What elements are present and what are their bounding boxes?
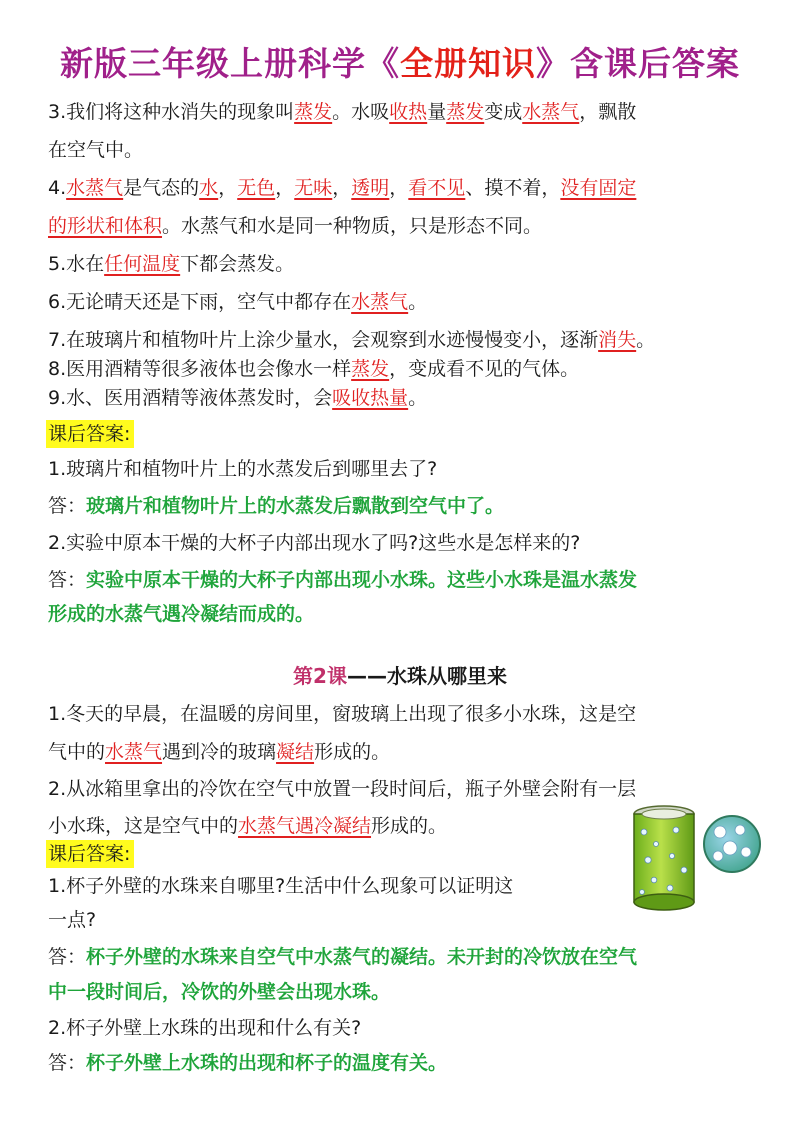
knowledge-point-line: [48, 386, 427, 410]
knowledge-point-line: [48, 176, 636, 200]
key-term: 无味: [294, 177, 333, 199]
answer-2: 答：实验中原本干燥的大杯子内部出现小水珠。这些小水珠是温水蒸发: [48, 569, 638, 591]
text-segment: 4.: [48, 177, 67, 199]
after-class-answer-label-2: 课后答案:: [46, 840, 134, 868]
key-term: 蒸发: [446, 101, 485, 123]
text-segment: 。: [408, 291, 428, 313]
knowledge-point-line: [48, 252, 294, 276]
lesson2-point-line: [48, 777, 636, 801]
answer-1: 答：玻璃片和植物叶片上的水蒸发后飘散到空气中了。: [48, 495, 505, 517]
answer-4: 答：杯子外壁上水珠的出现和杯子的温度有关。: [48, 1052, 448, 1074]
lesson2-point-line: [48, 814, 447, 838]
text-segment: 。水蒸气和水是同一种物质，只是形态不同。: [162, 215, 543, 237]
lesson2-point-line: [48, 702, 636, 726]
question-3-cont: 一点?: [48, 909, 97, 931]
text-segment: 变成: [484, 101, 523, 123]
key-term: 吸收热量: [332, 387, 409, 409]
text-segment: 5.水在: [48, 253, 105, 275]
text-segment: 量: [427, 101, 447, 123]
answer-3-cont: 中一段时间后，冷饮的外壁会出现水珠。: [48, 981, 391, 1003]
key-term: 水蒸气: [66, 177, 124, 199]
text-segment: 8.医用酒精等很多液体也会像水一样: [48, 358, 352, 380]
knowledge-point-line: [48, 100, 636, 124]
key-term: 透明: [351, 177, 390, 199]
lesson-2-heading: 第2课——水珠从哪里来: [293, 664, 507, 688]
key-term: 收热: [389, 101, 428, 123]
text-segment: 遇到冷的玻璃: [162, 741, 277, 763]
text-segment: ，: [275, 177, 295, 199]
text-segment: 7.在玻璃片和植物叶片上涂少量水，会观察到水迹慢慢变小，逐渐: [48, 329, 599, 351]
text-segment: 是气态的: [123, 177, 200, 199]
key-term: 没有固定: [560, 177, 637, 199]
knowledge-point-line: [48, 290, 427, 314]
text-segment: ，飘散: [579, 101, 637, 123]
text-segment: 3.我们将这种水消失的现象叫: [48, 101, 295, 123]
question-2: 2.实验中原本干燥的大杯子内部出现水了吗?这些水是怎样来的?: [48, 532, 581, 554]
key-term: 水蒸气: [522, 101, 580, 123]
key-term: 水蒸气: [105, 741, 163, 763]
answer-2-cont: 形成的水蒸气遇冷凝结而成的。: [48, 603, 315, 625]
text-segment: 。水吸: [332, 101, 390, 123]
key-term: 水蒸气: [351, 291, 409, 313]
lesson2-point-line: [48, 740, 390, 764]
key-term: 蒸发: [294, 101, 333, 123]
text-segment: 在空气中。: [48, 139, 144, 161]
key-term: 任何温度: [104, 253, 181, 275]
answer-3: 答：杯子外壁的水珠来自空气中水蒸气的凝结。未开封的冷饮放在空气: [48, 946, 638, 968]
text-segment: 1.冬天的早晨，在温暖的房间里，窗玻璃上出现了很多小水珠，这是空: [48, 703, 637, 725]
text-segment: 2.从冰箱里拿出的冷饮在空气中放置一段时间后，瓶子外壁会附有一层: [48, 778, 637, 800]
key-term: 凝结: [276, 741, 315, 763]
text-segment: 下都会蒸发。: [180, 253, 295, 275]
key-term: 的形状和体积: [48, 215, 163, 237]
text-segment: ，: [332, 177, 352, 199]
text-segment: 形成的。: [371, 815, 448, 837]
question-3: 1.杯子外壁的水珠来自哪里?生活中什么现象可以证明这: [48, 875, 514, 897]
text-segment: 小水珠，这是空气中的: [48, 815, 239, 837]
key-term: 蒸发: [351, 358, 390, 380]
question-4: 2.杯子外壁上水珠的出现和什么有关?: [48, 1017, 362, 1039]
text-segment: ，变成看不见的气体。: [389, 358, 580, 380]
text-segment: ，: [218, 177, 238, 199]
knowledge-point-line: [48, 328, 655, 352]
text-segment: 气中的: [48, 741, 106, 763]
text-segment: 9.水、医用酒精等液体蒸发时，会: [48, 387, 333, 409]
key-term: 水: [199, 177, 219, 199]
soda-can-illustration: [626, 800, 762, 912]
page-title: 新版三年级上册科学《全册知识》含课后答案: [60, 44, 740, 83]
key-term: 消失: [598, 329, 637, 351]
text-segment: ，: [389, 177, 409, 199]
text-segment: 6.无论晴天还是下雨，空气中都存在: [48, 291, 352, 313]
question-1: 1.玻璃片和植物叶片上的水蒸发后到哪里去了?: [48, 458, 438, 480]
knowledge-point-line: [48, 138, 143, 162]
text-segment: 形成的。: [314, 741, 391, 763]
key-term: 无色: [237, 177, 276, 199]
after-class-answer-label: 课后答案:: [46, 420, 134, 448]
knowledge-point-line: [48, 357, 579, 381]
text-segment: 、摸不着，: [465, 177, 561, 199]
text-segment: 。: [636, 329, 656, 351]
knowledge-point-line: [48, 214, 542, 238]
text-segment: 。: [408, 387, 428, 409]
key-term: 水蒸气遇冷凝结: [238, 815, 372, 837]
key-term: 看不见: [408, 177, 466, 199]
